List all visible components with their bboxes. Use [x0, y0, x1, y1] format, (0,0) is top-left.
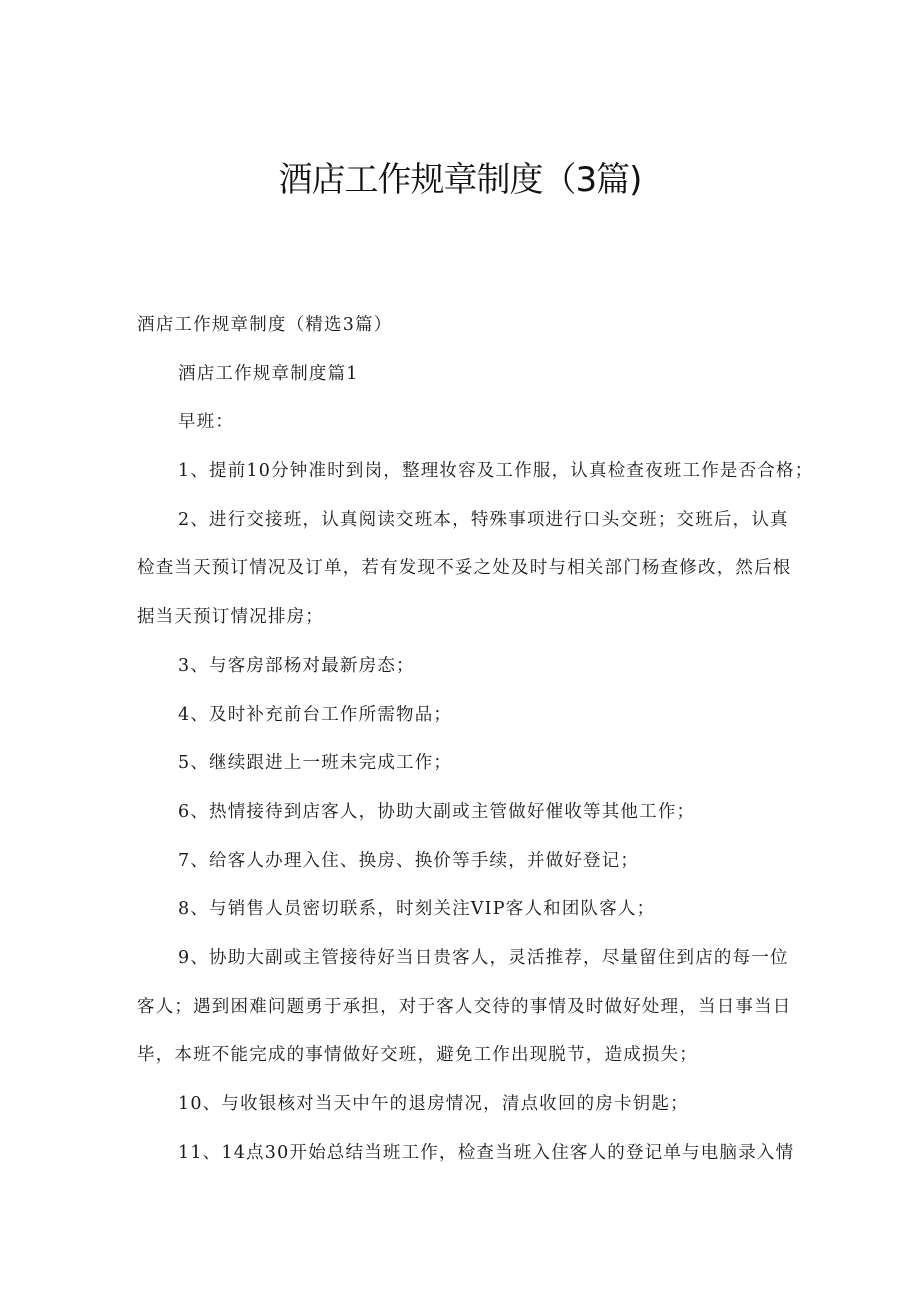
paragraph-line: 酒店工作规章制度篇1	[178, 363, 359, 384]
paragraph-line: 检查当天预订情况及订单，若有发现不妥之处及时与相关部门杨查修改，然后根	[137, 558, 792, 579]
paragraph-line: 客人；遇到困难问题勇于承担，对于客人交待的事情及时做好处理，当日事当日	[137, 996, 792, 1017]
paragraph-line: 11、14点30开始总结当班工作，检查当班入住客人的登记单与电脑录入情	[178, 1142, 795, 1163]
paragraph-line: 酒店工作规章制度（精选3篇）	[137, 315, 393, 335]
document-body	[137, 309, 814, 1185]
paragraph-line: 3、与客房部杨对最新房态；	[178, 655, 415, 676]
paragraph-line: 9、协助大副或主管接待好当日贵客人，灵活推荐，尽量留住到店的每一位	[178, 947, 789, 968]
paragraph-line: 2、进行交接班，认真阅读交班本，特殊事项进行口头交班；交班后，认真	[178, 509, 789, 530]
paragraph-line: 5、继续跟进上一班未完成工作；	[178, 753, 453, 774]
paragraph-line: 1、提前10分钟准时到岗，整理妆容及工作服，认真检查夜班工作是否合格；	[178, 461, 814, 482]
paragraph-line: 4、及时补充前台工作所需物品；	[178, 704, 453, 725]
paragraph-line: 6、热情接待到店客人，协助大副或主管做好催收等其他工作；	[178, 801, 696, 822]
paragraph-line: 早班：	[178, 412, 235, 433]
document-title: 酒店工作规章制度（3篇)	[278, 160, 642, 200]
paragraph-line: 7、给客人办理入住、换房、换价等手续，并做好登记；	[178, 850, 640, 871]
paragraph-line: 毕，本班不能完成的事情做好交班，避免工作出现脱节，造成损失；	[137, 1045, 698, 1066]
paragraph-line: 10、与收银核对当天中午的退房情况，清点收回的房卡钥匙；	[178, 1094, 689, 1114]
paragraph-line: 据当天预订情况排房；	[137, 607, 324, 628]
paragraph-line: 8、与销售人员密切联系，时刻关注VIP客人和团队客人；	[178, 899, 656, 920]
